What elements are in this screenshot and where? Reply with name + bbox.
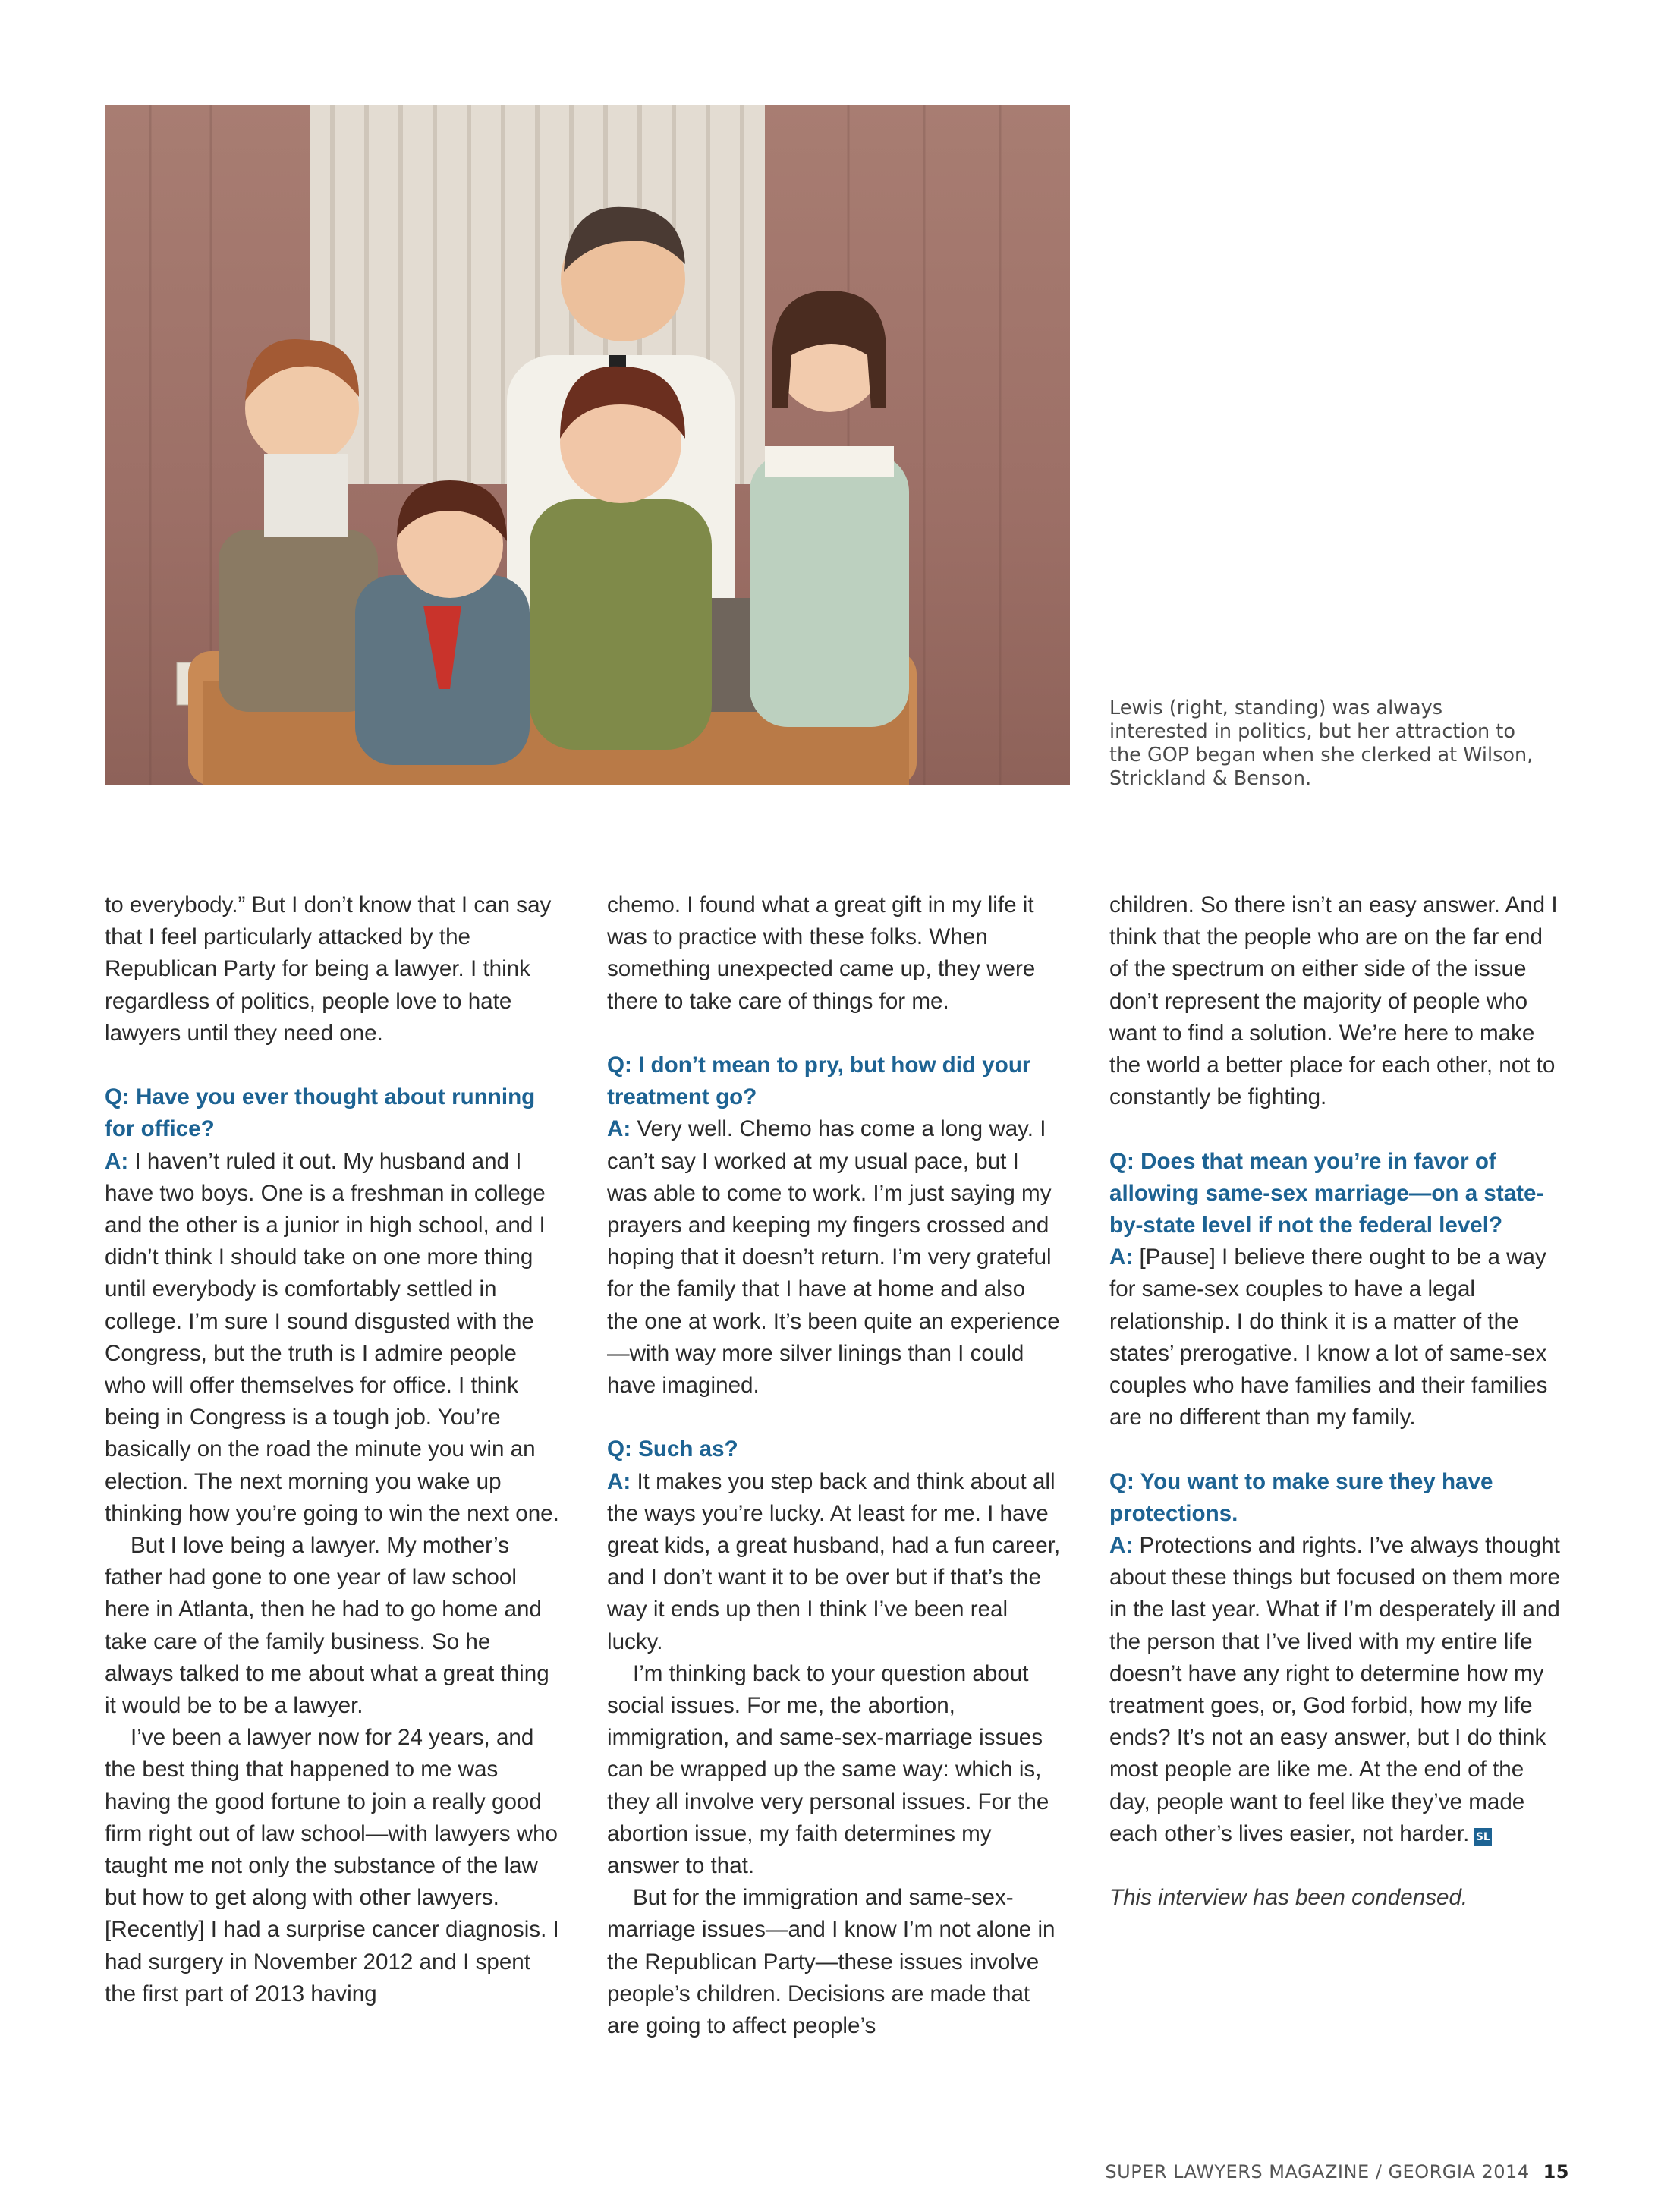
answer-text: Very well. Chemo has come a long way. I can’t say I worked at my usual pace, but I was able to come to work. I’m just saying my prayers and keeping my fingers crossed and hoping that it doesn’t return. I’m very grateful for the family that I have at home and also the one at work. It’s been quite an experience—with way more silver linings than I could have imagined. xyxy=(607,1116,1060,1399)
answer xyxy=(1109,1241,1565,1433)
paragraph: I’m thinking back to your question about social issues. For me, the abortion, immigration, and same-sex-marriage issues can be wrapped up the same way: which is, they all involve very personal issues. For the abortion issue, my faith determines my answer to that. xyxy=(607,1660,1049,1879)
end-mark-icon: SL xyxy=(1474,1828,1492,1846)
paragraph: chemo. I found what a great gift in my life it was to practice with these folks. When something unexpected came up, they were there to take care of things for me. xyxy=(607,892,1036,1014)
article-column-1 xyxy=(105,889,560,2010)
paragraph: to everybody.” But I don’t know that I can say that I feel particularly attacked by the Republican Party for being a lawyer. I think regardless of politics, people love to hate lawyers until they need one. xyxy=(105,892,552,1046)
publication-name: SUPER LAWYERS MAGAZINE / GEORGIA 2014 xyxy=(1105,2161,1530,2182)
page-footer xyxy=(1105,2161,1569,2182)
family-photo xyxy=(105,105,1070,785)
question: Q: You want to make sure they have protections. xyxy=(1109,1468,1493,1526)
question: Q: Does that mean you’re in favor of allowing same-sex marriage—on a state-by-state level if not the federal level? xyxy=(1109,1148,1544,1238)
paragraph: children. So there isn’t an easy answer. And I think that the people who are on the far end of the spectrum on either side of the issue don’t represent the majority of people who want to find a solution. We’re here to make the world a better place for each other, not to constantly be fighting. xyxy=(1109,892,1558,1110)
question: Q: Such as? xyxy=(607,1437,738,1462)
answer-text: It makes you step back and think about all the ways you’re lucky. At least for me. I have great kids, a great husband, had a fun career, and I don’t want it to be over but if that’s the way it ends up then I think I’ve been real lucky. xyxy=(607,1468,1061,1654)
answer xyxy=(607,1466,1062,1658)
question: Q: I don’t mean to pry, but how did your treatment go? xyxy=(607,1053,1031,1110)
page-number: 15 xyxy=(1543,2161,1569,2182)
family-photo-illustration xyxy=(105,105,1070,785)
photo-caption: Lewis (right, standing) was always interested in politics, but her attraction to the GOP began when she clerked at Wilson, Strickland & Benson. xyxy=(1109,697,1534,790)
answer-label: A: xyxy=(1109,1245,1134,1270)
answer-label: A: xyxy=(1109,1533,1134,1559)
editor-note: This interview has been condensed. xyxy=(1109,1885,1468,1911)
question: Q: Have you ever thought about running for office? xyxy=(105,1084,536,1142)
paragraph: But for the immigration and same-sex-marriage issues—and I know I’m not alone in the Republican Party—these issues involve people’s children. Decisions are made that are going to affect people’s xyxy=(607,1885,1056,2039)
answer xyxy=(1109,1530,1565,1850)
answer-text: [Pause] I believe there ought to be a way for same-sex couples to have a legal relationship. I do think it is a matter of the states’ prerogative. I know a lot of same-sex couples who have families and their families are no different than my family. xyxy=(1109,1245,1548,1430)
paragraph: But I love being a lawyer. My mother’s father had gone to one year of law school here in Atlanta, then he had to go home and take care of the family business. So he always talked to me about what a great thing it would be to be a lawyer. xyxy=(105,1533,549,1719)
answer-label: A: xyxy=(607,1116,631,1142)
answer xyxy=(105,1146,560,1530)
answer-text: Protections and rights. I’ve always thought about these things but focused on them more in the last year. What if I’m desperately ill and the person that I’ve lived with my entire life doesn’t have any right to determine how my treatment goes, or, God forbid, how my life ends? It’s not an easy answer, but I do think most people are like me. At the end of the day, people want to feel like they’ve made each other’s lives easier, not harder. xyxy=(1109,1533,1560,1846)
answer-text: I haven’t ruled it out. My husband and I have two boys. One is a freshman in college and the other is a junior in high school, and I didn’t think I should take on one more thing until everybody is comfortably settled in college. I’m sure I sound disgusted with the Congress, but the truth is I admire people who will offer themselves for office. I think being in Congress is a tough job. You’re basically on the road the minute you win an election. The next morning you wake up thinking how you’re going to win the next one. xyxy=(105,1148,559,1526)
paragraph: I’ve been a lawyer now for 24 years, and the best thing that happened to me was having the good fortune to join a really good firm right out of law school—with lawyers who taught me not only the substance of the law but how to get along with other lawyers. [Recently] I had a surprise cancer diagnosis. I had surgery in November 2012 and I spent the first part of 2013 having xyxy=(105,1725,559,2006)
answer-label: A: xyxy=(105,1148,129,1174)
article-column-3 xyxy=(1109,889,1565,1914)
article-column-2 xyxy=(607,889,1062,2042)
answer-label: A: xyxy=(607,1468,631,1494)
answer xyxy=(607,1113,1062,1402)
